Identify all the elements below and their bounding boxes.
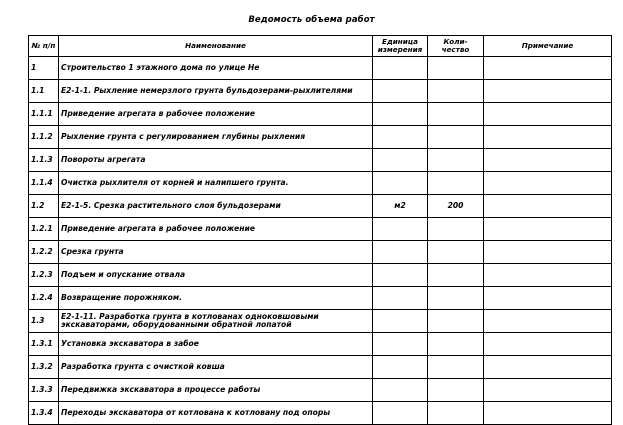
table-row — [29, 218, 612, 241]
cell-num: 1.3.1 — [29, 333, 59, 356]
cell-note — [484, 310, 612, 333]
cell-note — [484, 80, 612, 103]
cell-unit — [373, 379, 428, 402]
cell-unit: м2 — [373, 195, 428, 218]
cell-note — [484, 172, 612, 195]
cell-qty — [428, 218, 484, 241]
cell-unit — [373, 333, 428, 356]
cell-qty — [428, 287, 484, 310]
cell-qty — [428, 264, 484, 287]
header-num: № п/п — [29, 36, 59, 57]
cell-qty — [428, 241, 484, 264]
cell-qty — [428, 126, 484, 149]
cell-name: Е2-1-11. Разработка грунта в котлованах одноковшовыми экскаваторами, оборудованными обратной лопатой — [59, 310, 373, 333]
cell-note — [484, 356, 612, 379]
cell-num: 1.2.3 — [29, 264, 59, 287]
cell-unit — [373, 264, 428, 287]
cell-note — [484, 333, 612, 356]
cell-unit — [373, 287, 428, 310]
cell-note — [484, 218, 612, 241]
cell-name: Передвижка экскаватора в процессе работы — [59, 379, 373, 402]
header-note: Примечание — [484, 36, 612, 57]
cell-unit — [373, 310, 428, 333]
cell-qty — [428, 103, 484, 126]
cell-name: Рыхление грунта с регулированием глубины рыхления — [59, 126, 373, 149]
header-qty-line2: чество — [441, 45, 470, 54]
work-volume-table — [28, 35, 612, 425]
cell-name: Установка экскаватора в забое — [59, 333, 373, 356]
cell-note — [484, 103, 612, 126]
table-row — [29, 172, 612, 195]
table-row — [29, 103, 612, 126]
table-row — [29, 80, 612, 103]
table-row — [29, 241, 612, 264]
cell-qty — [428, 172, 484, 195]
cell-qty — [428, 356, 484, 379]
cell-num: 1.1.4 — [29, 172, 59, 195]
cell-note — [484, 241, 612, 264]
cell-name: Повороты агрегата — [59, 149, 373, 172]
cell-name: Срезка грунта — [59, 241, 373, 264]
cell-name: Приведение агрегата в рабочее положение — [59, 103, 373, 126]
cell-num: 1.2.2 — [29, 241, 59, 264]
header-qty — [428, 36, 484, 57]
cell-note — [484, 57, 612, 80]
table-row — [29, 379, 612, 402]
cell-unit — [373, 356, 428, 379]
cell-note — [484, 287, 612, 310]
table-row — [29, 356, 612, 379]
table-row — [29, 195, 612, 218]
cell-unit — [373, 149, 428, 172]
table-row — [29, 333, 612, 356]
cell-name: Возвращение порожняком. — [59, 287, 373, 310]
cell-num: 1.3.2 — [29, 356, 59, 379]
cell-name: Е2-1-5. Срезка растительного слоя бульдозерами — [59, 195, 373, 218]
header-name: Наименование — [59, 36, 373, 57]
cell-num: 1 — [29, 57, 59, 80]
cell-qty — [428, 310, 484, 333]
cell-name: Подъем и опускание отвала — [59, 264, 373, 287]
header-qty-line1: Коли- — [443, 37, 468, 46]
cell-name: Разработка грунта с очисткой ковша — [59, 356, 373, 379]
cell-num: 1.1.3 — [29, 149, 59, 172]
cell-qty — [428, 80, 484, 103]
table-row — [29, 402, 612, 425]
document-title: Ведомость объема работ — [248, 15, 375, 25]
cell-num: 1.3 — [29, 310, 59, 333]
cell-unit — [373, 80, 428, 103]
cell-note — [484, 149, 612, 172]
cell-num: 1.2.1 — [29, 218, 59, 241]
cell-num: 1.2 — [29, 195, 59, 218]
table-row — [29, 310, 612, 333]
cell-unit — [373, 126, 428, 149]
cell-num: 1.3.3 — [29, 379, 59, 402]
table-row — [29, 126, 612, 149]
cell-name: Приведение агрегата в рабочее положение — [59, 218, 373, 241]
cell-note — [484, 195, 612, 218]
cell-num: 1.2.4 — [29, 287, 59, 310]
cell-unit — [373, 172, 428, 195]
cell-name: Очистка рыхлителя от корней и налипшего грунта. — [59, 172, 373, 195]
cell-note — [484, 126, 612, 149]
cell-num: 1.1.2 — [29, 126, 59, 149]
cell-qty — [428, 333, 484, 356]
cell-name: Е2-1-1. Рыхление немерзлого грунта бульдозерами-рыхлителями — [59, 80, 373, 103]
table-row — [29, 264, 612, 287]
header-unit — [373, 36, 428, 57]
cell-num: 1.1.1 — [29, 103, 59, 126]
cell-unit — [373, 218, 428, 241]
cell-unit — [373, 57, 428, 80]
cell-num: 1.1 — [29, 80, 59, 103]
cell-unit — [373, 402, 428, 425]
cell-num: 1.3.4 — [29, 402, 59, 425]
header-unit-line1: Единица — [382, 37, 418, 46]
cell-unit — [373, 103, 428, 126]
cell-name: Переходы экскаватора от котлована к котловану под опоры — [59, 402, 373, 425]
cell-note — [484, 379, 612, 402]
cell-note — [484, 402, 612, 425]
cell-qty — [428, 379, 484, 402]
cell-unit — [373, 241, 428, 264]
cell-note — [484, 264, 612, 287]
cell-qty — [428, 149, 484, 172]
table-header-row — [29, 36, 612, 57]
cell-qty: 200 — [428, 195, 484, 218]
table-row — [29, 57, 612, 80]
table-row — [29, 149, 612, 172]
header-unit-line2: измерения — [377, 45, 423, 54]
table-row — [29, 287, 612, 310]
cell-qty — [428, 402, 484, 425]
cell-name: Строительство 1 этажного дома по улице Не — [59, 57, 373, 80]
cell-qty — [428, 57, 484, 80]
